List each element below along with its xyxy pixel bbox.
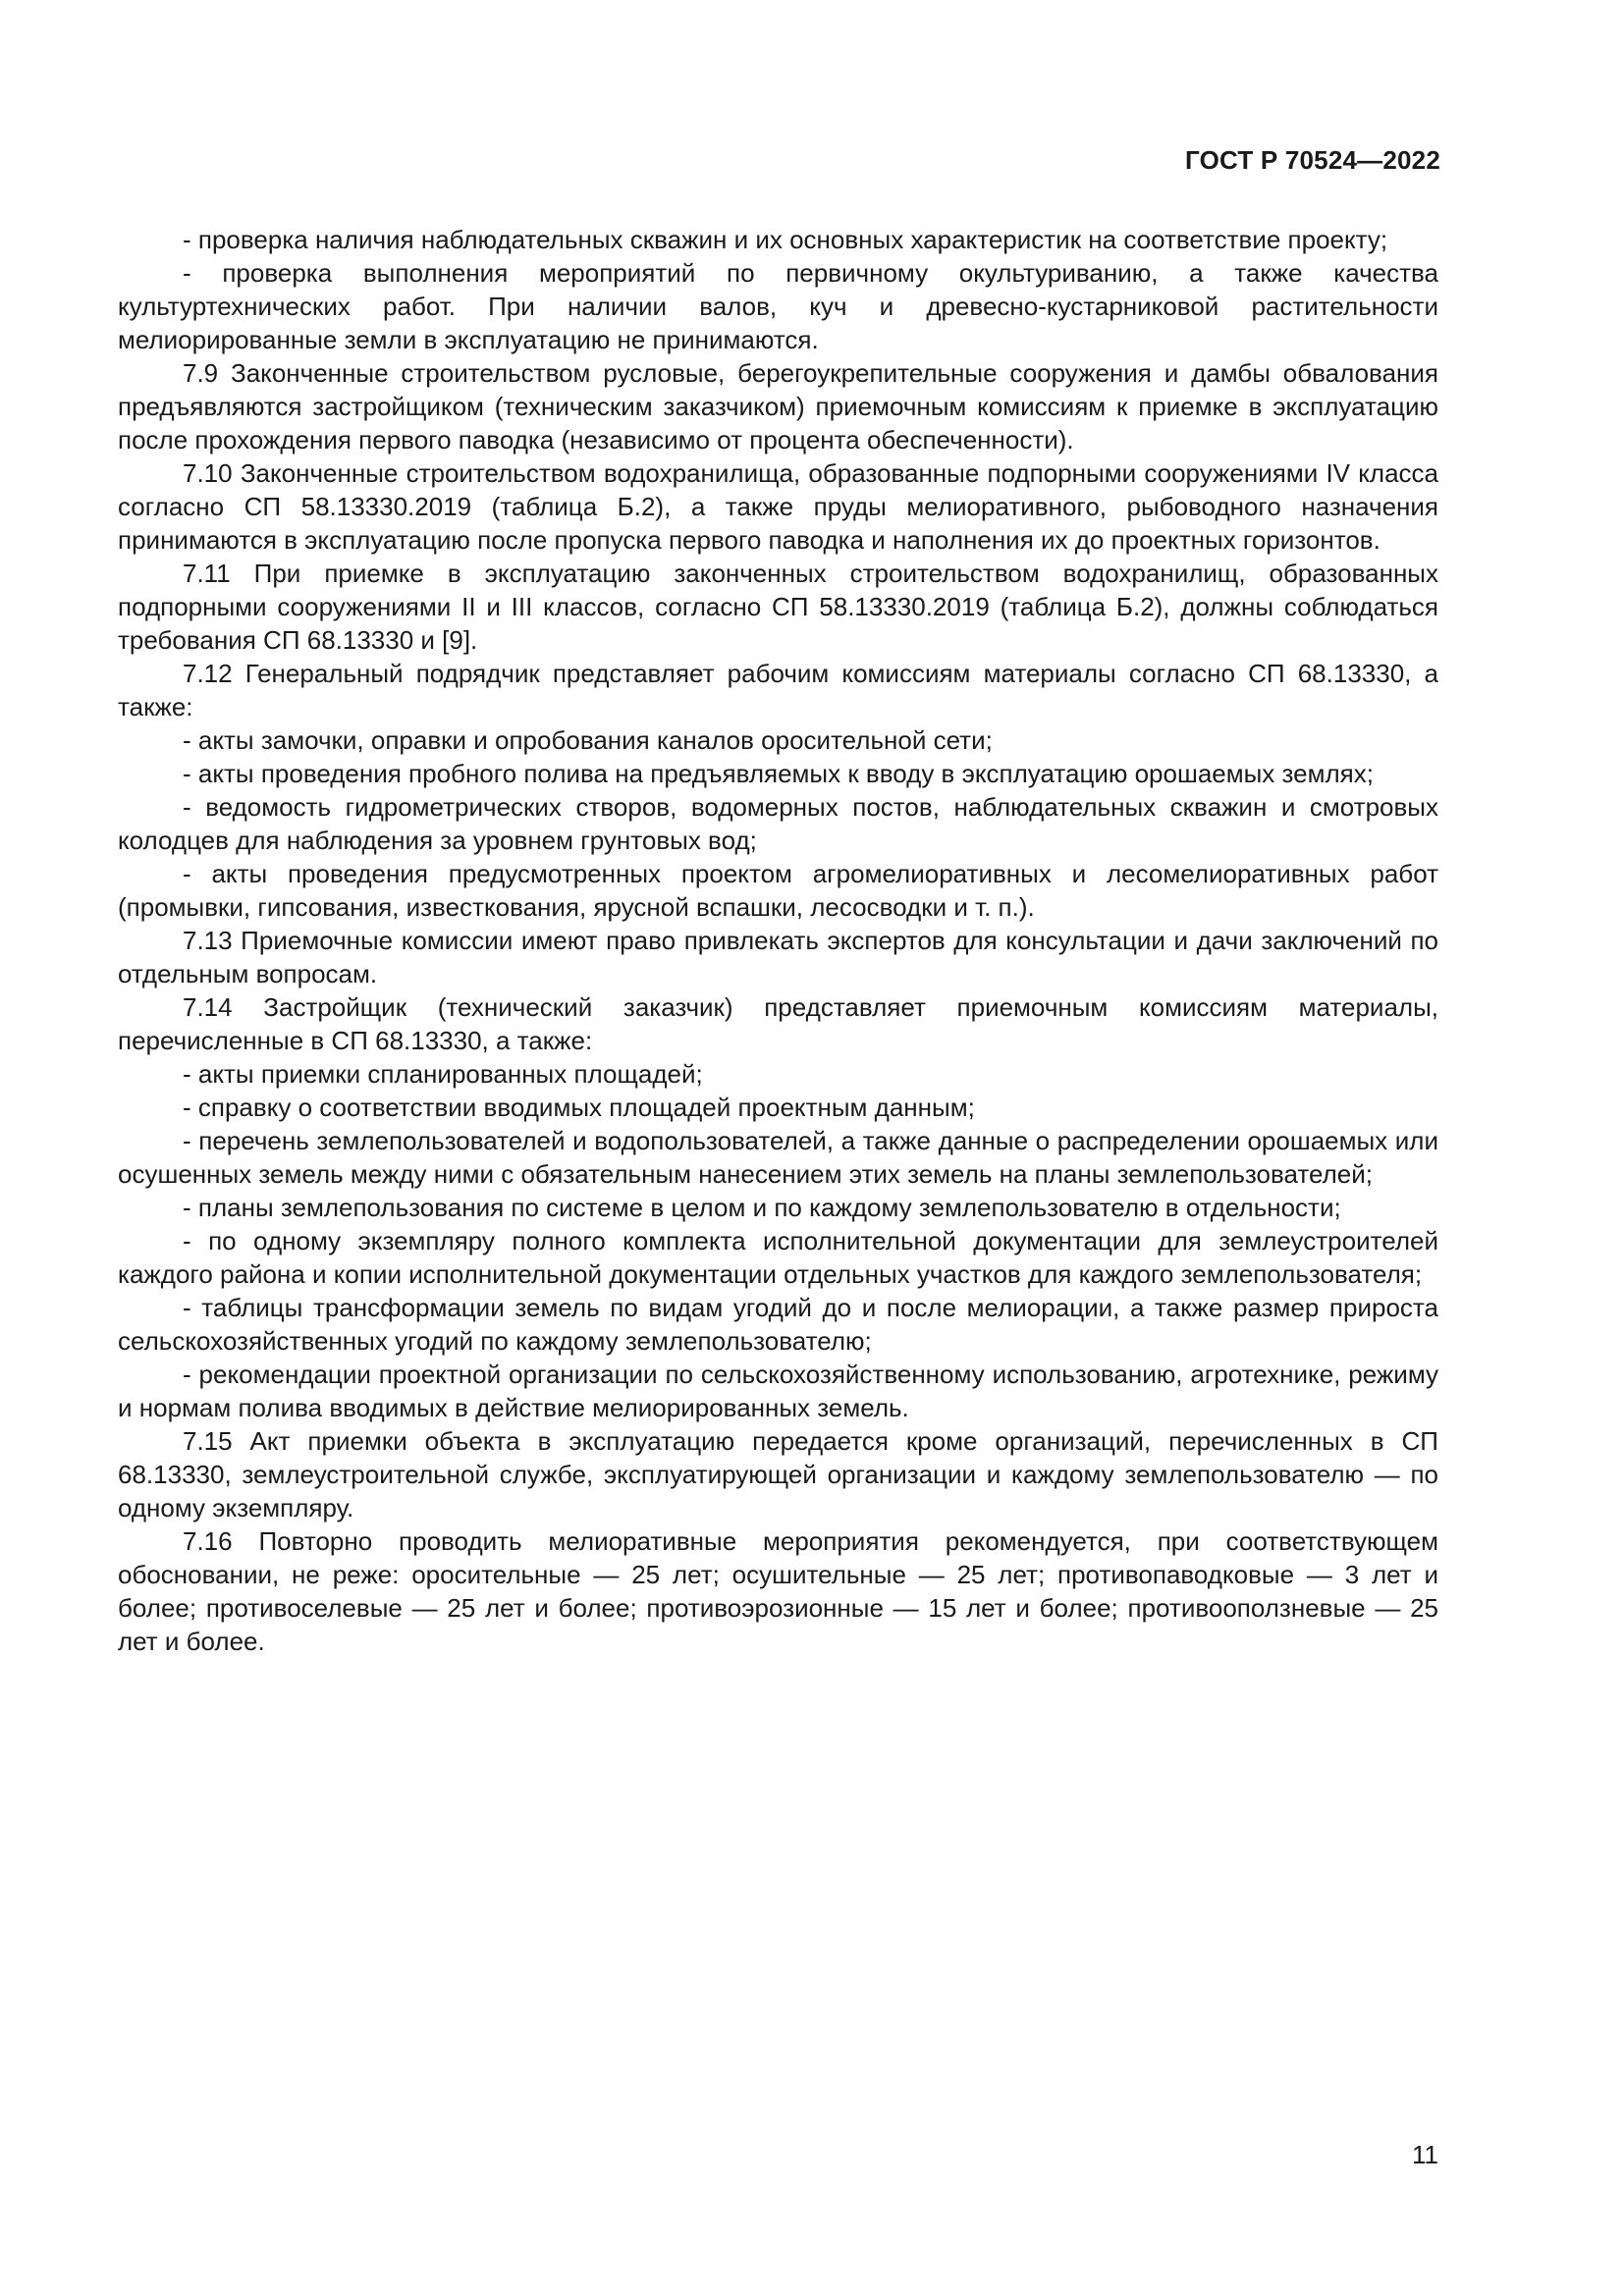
list-item: - проверка наличия наблюдательных скважин и их основных характеристик на соответствие проекту; bbox=[183, 225, 1388, 254]
clause-7-10: 7.10 Законченные строительством водохранилища, образованные подпорными сооружениями IV класса согласно СП 58.13330.2019 (таблица Б.2), а также пруды мелиоративного, рыбоводного назначения принимаются в эксплуатацию после пропуска первого паводка и наполнения их до проектных горизонтов. bbox=[118, 458, 1438, 555]
list-item: - перечень землепользователей и водопользователей, а также данные о распределении орошаемых или осушенных земель между ними с обязательным нанесением этих земель на планы землепользователей; bbox=[118, 1126, 1438, 1189]
clause-7-14: 7.14 Застройщик (технический заказчик) представляет приемочным комиссиям материалы, перечисленные в СП 68.13330, а также: bbox=[118, 992, 1438, 1055]
page-number: 11 bbox=[1412, 2140, 1438, 2169]
clause-7-16: 7.16 Повторно проводить мелиоративные мероприятия рекомендуется, при соответствующем обосновании, не реже: оросительные — 25 лет; осушительные — 25 лет; противопаводковые — 3 лет и более; противоселевые — 25 лет и более; противоэрозионные — 15 лет и более; противооползневые — 25 лет и более. bbox=[118, 1526, 1438, 1656]
document-code-header: ГОСТ Р 70524—2022 bbox=[1185, 145, 1440, 175]
list-item: - акты приемки спланированных площадей; bbox=[183, 1059, 703, 1089]
clause-7-15: 7.15 Акт приемки объекта в эксплуатацию передается кроме организаций, перечисленных в СП 68.13330, землеустроительной службе, эксплуатирующей организации и каждому землепользователю — по одному экземпляру. bbox=[118, 1426, 1438, 1522]
list-item: - проверка выполнения мероприятий по первичному окультуриванию, а также качества культуртехнических работ. При наличии валов, куч и древесно-кустарниковой растительности мелиорированные земли в эксплуатацию не принимаются. bbox=[118, 258, 1438, 354]
list-item: - таблицы трансформации земель по видам угодий до и после мелиорации, а также размер прироста сельскохозяйственных угодий по каждому землепользователю; bbox=[118, 1293, 1438, 1356]
list-item: - акты замочки, оправки и опробования каналов оросительной сети; bbox=[183, 725, 993, 755]
list-item: - ведомость гидрометрических створов, водомерных постов, наблюдательных скважин и смотровых колодцев для наблюдения за уровнем грунтовых вод; bbox=[118, 792, 1438, 855]
clause-7-13: 7.13 Приемочные комиссии имеют право привлекать экспертов для консультации и дачи заключений по отдельным вопросам. bbox=[118, 926, 1438, 988]
clause-7-12: 7.12 Генеральный подрядчик представляет рабочим комиссиям материалы согласно СП 68.13330, а также: bbox=[118, 659, 1438, 721]
document-body bbox=[118, 223, 1438, 1658]
list-item: - акты проведения предусмотренных проектом агромелиоративных и лесомелиоративных работ (промывки, гипсования, известкования, ярусной вспашки, лесосводки и т. п.). bbox=[118, 859, 1438, 922]
clause-7-9: 7.9 Законченные строительством русловые, берегоукрепительные сооружения и дамбы обвалования предъявляются застройщиком (техническим заказчиком) приемочным комиссиям к приемке в эксплуатацию после прохождения первого паводка (независимо от процента обеспеченности). bbox=[118, 358, 1438, 454]
clause-7-11: 7.11 При приемке в эксплуатацию законченных строительством водохранилищ, образованных подпорными сооружениями II и III классов, согласно СП 58.13330.2019 (таблица Б.2), должны соблюдаться требования СП 68.13330 и [9]. bbox=[118, 559, 1438, 655]
list-item: - по одному экземпляру полного комплекта исполнительной документации для землеустроителей каждого района и копии исполнительной документации отдельных участков для каждого землепользователя; bbox=[118, 1226, 1438, 1289]
list-item: - справку о соответствии вводимых площадей проектным данным; bbox=[183, 1093, 975, 1122]
list-item: - рекомендации проектной организации по сельскохозяйственному использованию, агротехнике, режиму и нормам полива вводимых в действие мелиорированных земель. bbox=[118, 1360, 1438, 1422]
list-item: - акты проведения пробного полива на предъявляемых к вводу в эксплуатацию орошаемых землях; bbox=[183, 759, 1374, 788]
list-item: - планы землепользования по системе в целом и по каждому землепользователю в отдельности; bbox=[183, 1193, 1341, 1222]
